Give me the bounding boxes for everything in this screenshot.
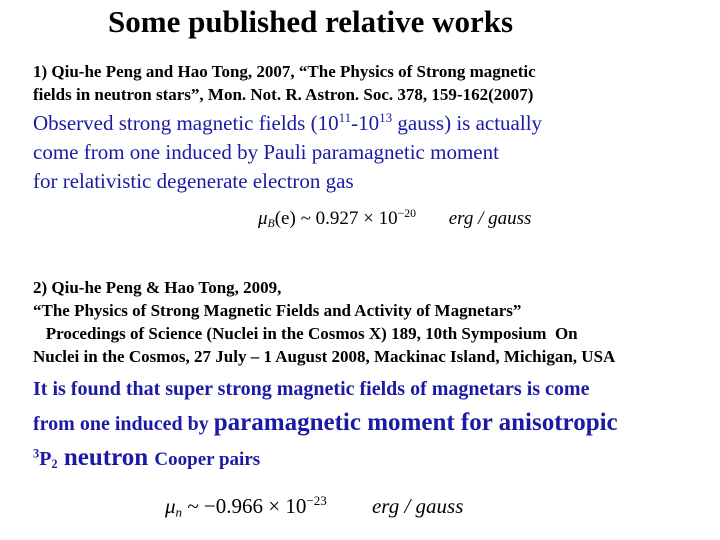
reference-1-line-2: fields in neutron stars”, Mon. Not. R. Astron. Soc. 378, 159-162(2007)	[33, 85, 534, 104]
finding-1-text-a: Observed strong magnetic fields (10	[33, 111, 339, 135]
slide-title: Some published relative works	[108, 4, 514, 39]
equation-1-unit: erg / gauss	[448, 208, 532, 229]
equation-2-symbol: μ	[165, 494, 176, 518]
equation-2-value: ~ −0.966 × 10	[187, 494, 307, 518]
finding-2-line-3	[33, 441, 618, 477]
equation-electron-moment	[258, 208, 531, 230]
equation-1-exponent: −20	[397, 206, 416, 220]
pair-state-subscript: 2	[51, 457, 58, 472]
finding-2	[33, 372, 618, 477]
finding-1-line-3: for relativistic degenerate electron gas	[33, 169, 354, 193]
finding-2-cooper: Cooper pairs	[154, 449, 261, 470]
finding-1-line-1	[33, 109, 542, 138]
equation-1-value: ~ 0.927 × 10	[300, 208, 398, 229]
finding-2-text-a: from one induced by	[33, 413, 214, 435]
finding-1-line-2: come from one induced by Pauli paramagnetic moment	[33, 140, 499, 164]
reference-1-line-1: 1) Qiu-he Peng and Hao Tong, 2007, “The Physics of Strong magnetic	[33, 62, 536, 81]
finding-1	[33, 109, 542, 196]
finding-2-neutron: neutron	[57, 444, 155, 471]
equation-2-exponent: −23	[306, 493, 327, 509]
equation-1-subscript: B	[267, 216, 275, 230]
pair-state-letter: P	[39, 448, 52, 470]
finding-1-exponent-b: 13	[379, 110, 393, 126]
pair-state-multiplicity: 3	[33, 446, 40, 461]
equation-neutron-moment	[165, 494, 463, 519]
reference-2-line-1: 2) Qiu-he Peng & Hao Tong, 2009,	[33, 278, 282, 297]
equation-2-unit: erg / gauss	[371, 494, 464, 518]
reference-1	[33, 60, 536, 106]
finding-2-line-2	[33, 406, 618, 441]
finding-2-line-1: It is found that super strong magnetic fields of magnetars is come	[33, 378, 590, 400]
finding-2-text-b: paramagnetic moment for anisotropic	[213, 409, 618, 436]
equation-1-argument: (e)	[274, 208, 296, 229]
finding-1-text-c: gauss) is actually	[392, 111, 543, 135]
reference-2-line-3: Procedings of Science (Nuclei in the Cosmos X) 189, 10th Symposium On	[33, 324, 578, 343]
finding-1-exponent-a: 11	[338, 110, 352, 126]
equation-2-subscript: n	[175, 504, 183, 520]
equation-1-symbol: μ	[258, 208, 268, 229]
reference-2-line-2: “The Physics of Strong Magnetic Fields and Activity of Magnetars”	[33, 301, 522, 320]
finding-1-text-b: -10	[351, 111, 380, 135]
reference-2-line-4: Nuclei in the Cosmos, 27 July – 1 August 2008, Mackinac Island, Michigan, USA	[33, 347, 616, 366]
reference-2	[33, 276, 615, 368]
